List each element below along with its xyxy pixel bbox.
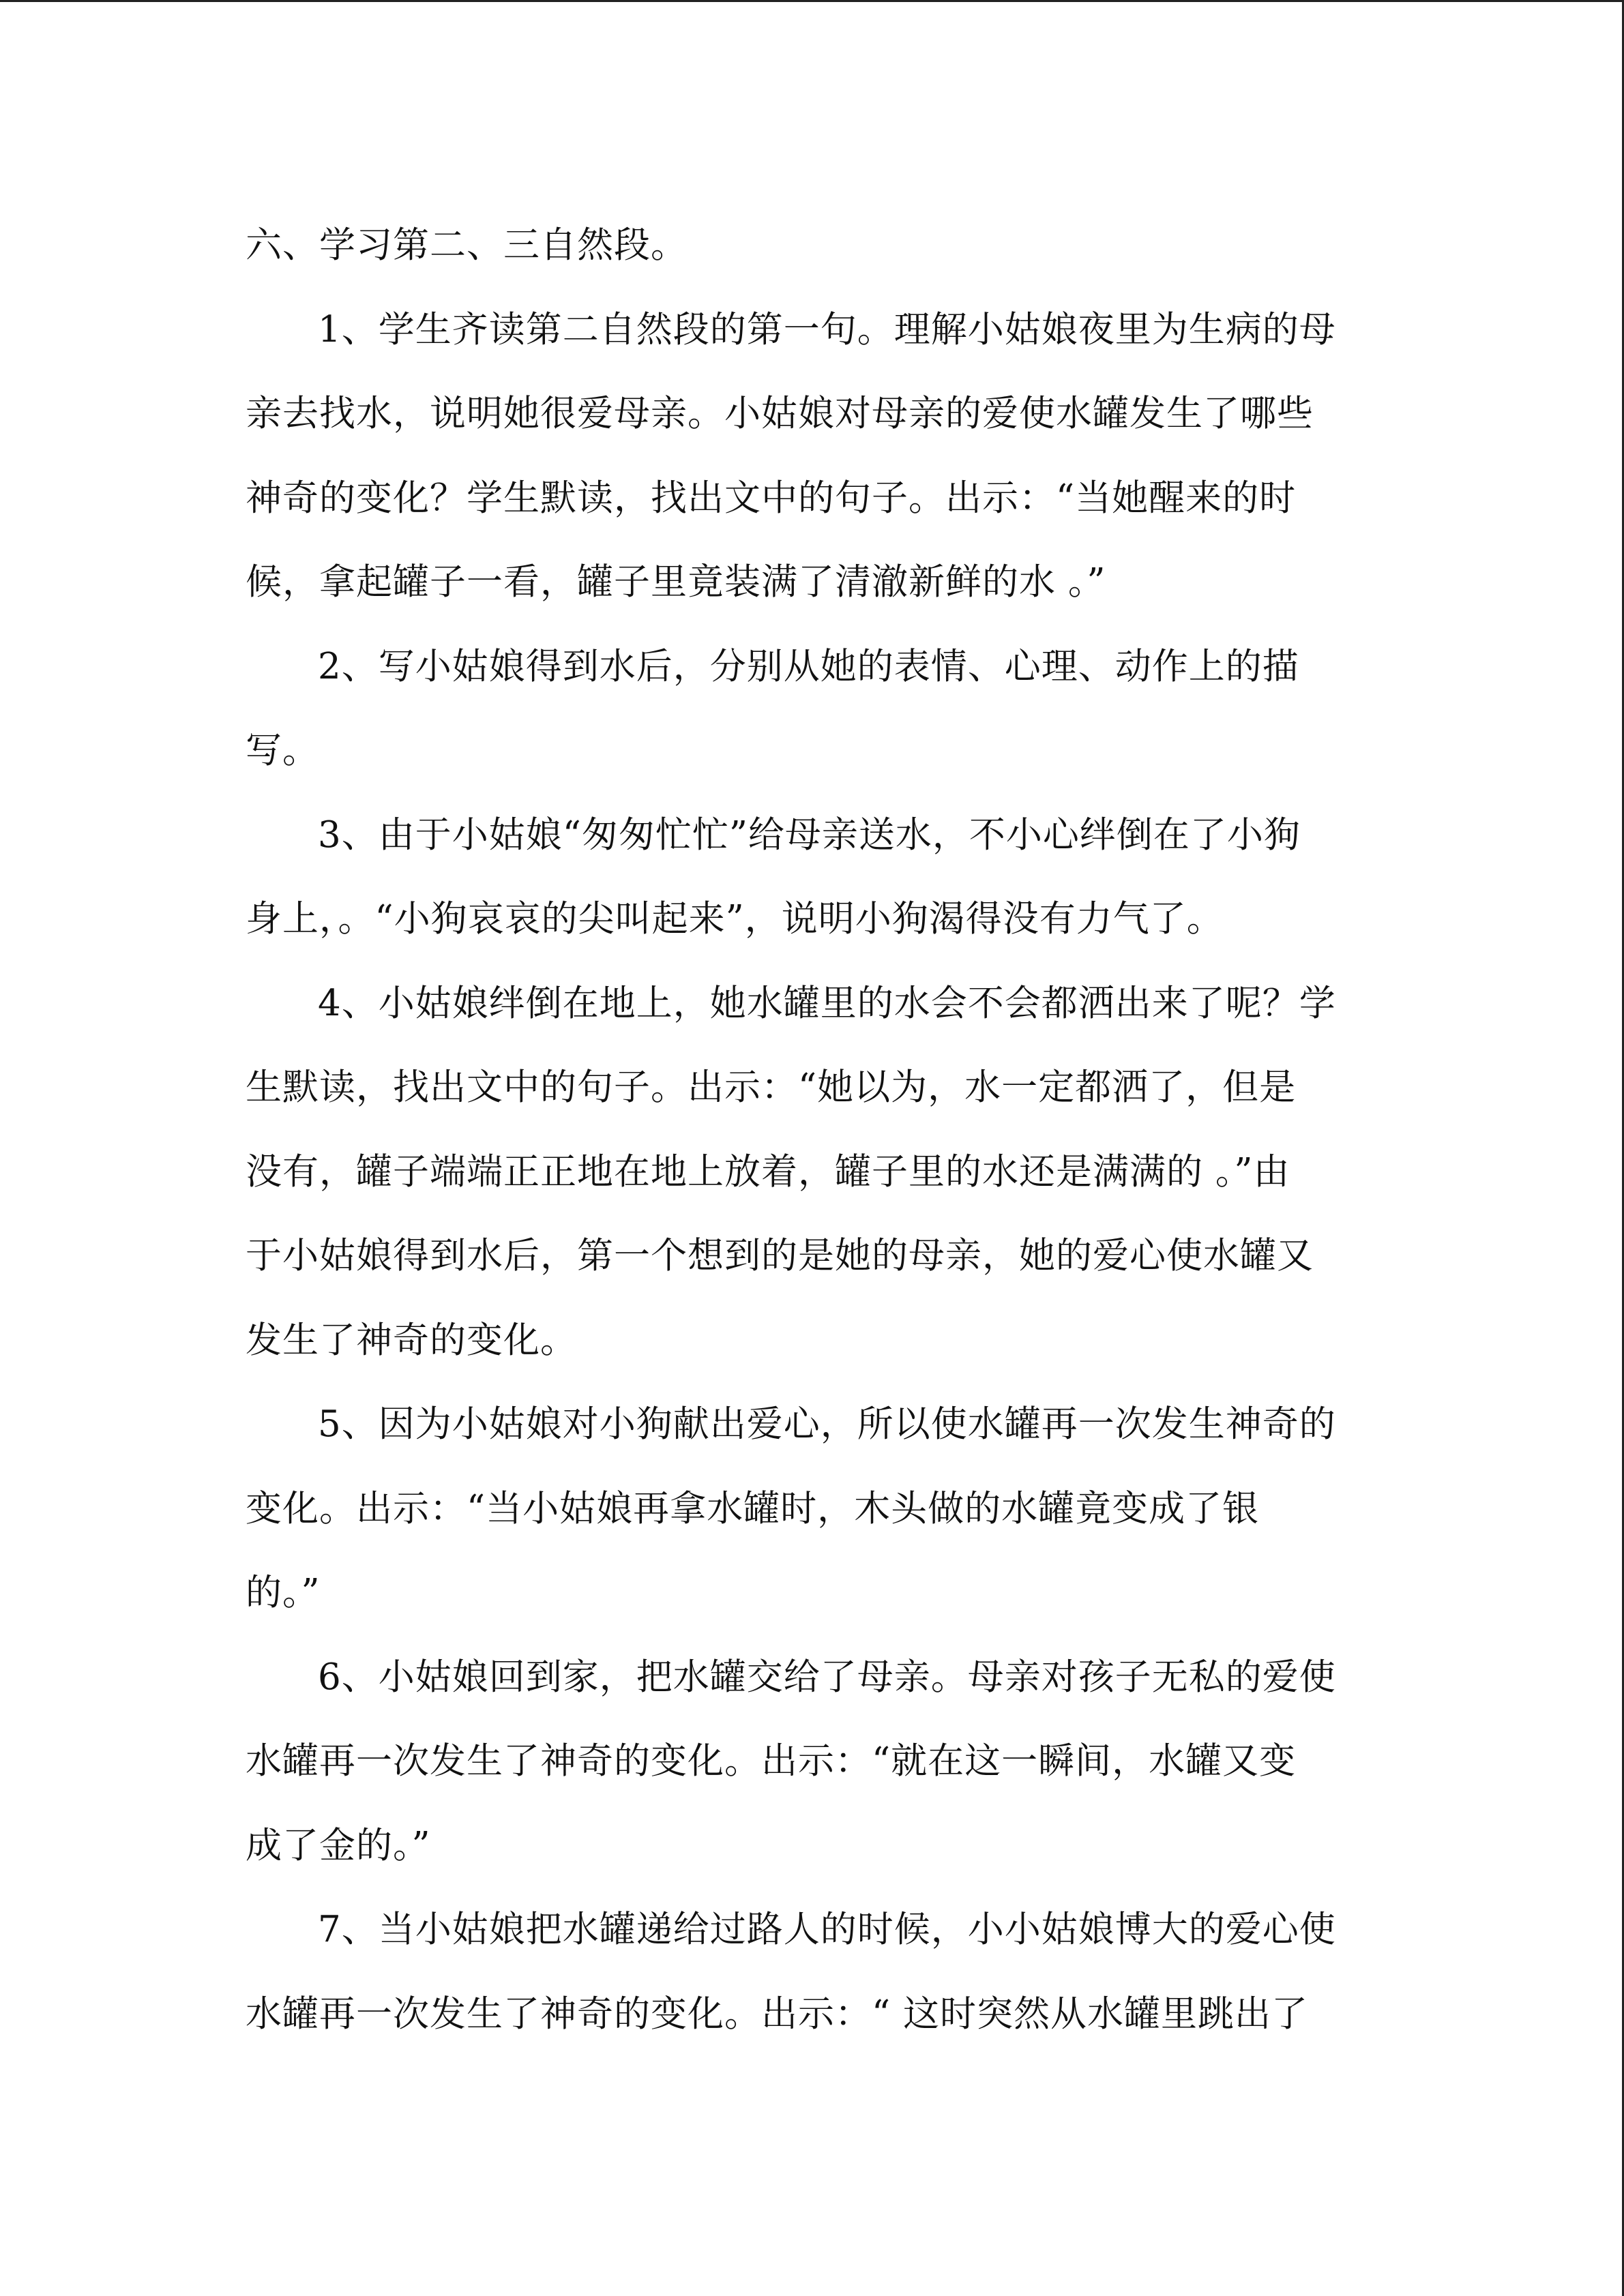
text-line: 5、因为小姑娘对小狗献出爱心，所以使水罐再一次发生神奇的 — [318, 1403, 1336, 1445]
text-line: 生默读，找出文中的句子。出示：“她以为，水一定都洒了，但是 — [246, 1067, 1297, 1108]
text-line: 水罐再一次发生了神奇的变化。出示：“ 这时突然从水罐里跳出了 — [246, 1993, 1308, 2035]
text-line: 神奇的变化？学生默读，找出文中的句子。出示：“当她醒来的时 — [246, 477, 1297, 519]
text-line: 身上，。“小狗哀哀的尖叫起来”，说明小狗渴得没有力气了。 — [246, 898, 1224, 940]
text-line: 2、写小姑娘得到水后，分别从她的表情、心理、动作上的描 — [318, 645, 1299, 687]
text-line: 1、学生齐读第二自然段的第一句。理解小姑娘夜里为生病的母 — [318, 308, 1336, 351]
text-line: 6、小姑娘回到家，把水罐交给了母亲。母亲对孩子无私的爱使 — [318, 1656, 1336, 1698]
text-line: 没有，罐子端端正正地在地上放着，罐子里的水还是满满的 。”由 — [246, 1150, 1290, 1193]
text-line: 亲去找水，说明她很爱母亲。小姑娘对母亲的爱使水罐发生了哪些 — [246, 393, 1314, 434]
text-line: 发生了神奇的变化。 — [246, 1319, 577, 1361]
text-line: 3、由于小姑娘“匆匆忙忙”给母亲送水，不小心绊倒在了小狗 — [318, 814, 1301, 856]
text-line: 成了金的。” — [246, 1824, 431, 1866]
text-line: 7、当小姑娘把水罐递给过路人的时候，小小姑娘博大的爱心使 — [318, 1909, 1336, 1950]
document-body — [246, 203, 1378, 2056]
text-line: 4、小姑娘绊倒在地上，她水罐里的水会不会都洒出来了呢？学 — [318, 982, 1336, 1024]
text-line: 写。 — [246, 730, 319, 771]
text-line: 水罐再一次发生了神奇的变化。出示：“就在这一瞬间，水罐又变 — [246, 1740, 1297, 1782]
section-heading: 六、学习第二、三自然段。 — [246, 224, 688, 266]
text-line: 候，拿起罐子一看，罐子里竟装满了清澈新鲜的水 。” — [246, 561, 1106, 603]
text-line: 的。” — [246, 1572, 321, 1613]
text-line: 于小姑娘得到水后，第一个想到的是她的母亲，她的爱心使水罐又 — [246, 1235, 1314, 1277]
text-line: 变化。出示：“当小姑娘再拿水罐时，木头做的水罐竟变成了银 — [246, 1487, 1260, 1530]
